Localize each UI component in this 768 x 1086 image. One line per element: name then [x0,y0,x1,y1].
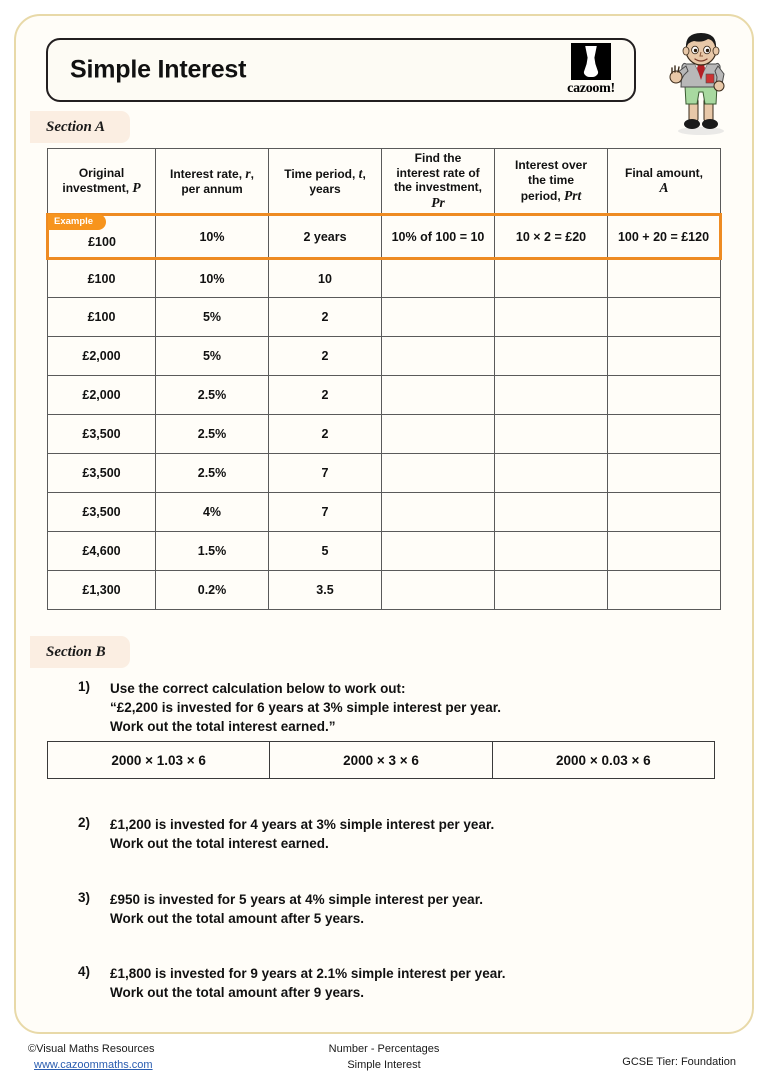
cell-period: 5 [269,532,382,571]
column-header-time-period: Time period, t, years [269,149,382,215]
question-2-text [110,815,728,853]
example-cell-pr: 10% of 100 = 10 [382,215,495,259]
logo-wordmark: cazoom! [567,81,615,96]
cell-rate: 2.5% [156,415,269,454]
cell-pr-answer[interactable] [382,454,495,493]
cell-final-answer[interactable] [608,532,721,571]
table-row [48,454,721,493]
question-4-number: 4) [78,964,91,979]
question-3-line-2: Work out the total amount after 5 years. [110,911,365,927]
question-1-line-2: “£2,200 is invested for 6 years at 3% simple interest per year. [110,700,501,716]
simple-interest-table [46,148,722,610]
footer-topic: Number - Percentages [328,1043,440,1055]
cell-final-answer[interactable] [608,415,721,454]
cell-period: 2 [269,415,382,454]
student-mascot-illustration [664,30,738,136]
question-1-text [110,679,728,736]
cell-pr-answer[interactable] [382,337,495,376]
cell-pr-answer[interactable] [382,415,495,454]
example-cell-investment: Example £100 [48,215,156,259]
cell-pr-answer[interactable] [382,298,495,337]
question-2-line-1: £1,200 is invested for 4 years at 3% simple interest per year. [110,817,495,832]
cell-final-answer[interactable] [608,259,721,298]
cell-prt-answer[interactable] [495,454,608,493]
cell-pr-answer[interactable] [382,493,495,532]
cell-investment: £100 [48,298,156,337]
cell-final-answer[interactable] [608,376,721,415]
question-4-line-2: Work out the total amount after 9 years. [110,985,365,1001]
question-3-text [110,890,728,928]
cazoom-logo [560,43,622,97]
cell-pr-answer[interactable] [382,259,495,298]
cell-period: 7 [269,493,382,532]
question-2 [78,815,728,853]
title-box [46,38,636,102]
cell-investment: £3,500 [48,415,156,454]
column-header-find-interest-rate: Find the interest rate of the investment, Pr [382,149,495,215]
question-4-text [110,964,728,1002]
question-1-line-1: Use the correct calculation below to work out: [110,681,406,696]
cell-final-answer[interactable] [608,493,721,532]
example-cell-period: 2 years [269,215,382,259]
cell-prt-answer[interactable] [495,415,608,454]
cell-period: 3.5 [269,571,382,610]
example-tag: Example [48,214,106,230]
example-row [48,215,721,259]
cell-rate: 5% [156,298,269,337]
question-3 [78,890,728,928]
cell-final-answer[interactable] [608,454,721,493]
cell-period: 2 [269,337,382,376]
cell-prt-answer[interactable] [495,337,608,376]
cell-prt-answer[interactable] [495,571,608,610]
cell-prt-answer[interactable] [495,259,608,298]
section-b-label: Section B [46,643,106,660]
cell-prt-answer[interactable] [495,493,608,532]
cell-investment: £3,500 [48,454,156,493]
cell-period: 2 [269,376,382,415]
table-row [48,376,721,415]
page-footer [0,1042,768,1086]
logo-vase-icon [583,46,600,77]
example-cell-prt: 10 × 2 = £20 [495,215,608,259]
question-3-line-1: £950 is invested for 5 years at 4% simple interest per year. [110,892,483,907]
cell-investment: £4,600 [48,532,156,571]
calculation-choices-table [47,741,715,779]
cell-prt-answer[interactable] [495,298,608,337]
cell-investment: £1,300 [48,571,156,610]
cell-rate: 1.5% [156,532,269,571]
cell-rate: 2.5% [156,454,269,493]
cell-investment: £2,000 [48,376,156,415]
cell-final-answer[interactable] [608,298,721,337]
cell-pr-answer[interactable] [382,571,495,610]
cell-rate: 10% [156,259,269,298]
question-4-line-1: £1,800 is invested for 9 years at 2.1% simple interest per year. [110,966,506,981]
cell-final-answer[interactable] [608,337,721,376]
logo-mark-icon [571,43,611,80]
cell-rate: 0.2% [156,571,269,610]
cell-investment: £2,000 [48,337,156,376]
question-1 [78,679,728,736]
question-3-number: 3) [78,890,91,905]
footer-copyright: ©Visual Maths Resources [28,1043,155,1055]
cell-pr-answer[interactable] [382,532,495,571]
table-row [48,571,721,610]
footer-tier: GCSE Tier: Foundation [622,1056,736,1068]
table-row [48,298,721,337]
question-1-line-3: Work out the total interest earned.” [110,719,336,735]
section-a-label: Section A [46,118,106,135]
cell-rate: 5% [156,337,269,376]
page-title: Simple Interest [70,55,247,84]
table-row [48,532,721,571]
cell-prt-answer[interactable] [495,532,608,571]
cell-prt-answer[interactable] [495,376,608,415]
example-cell-rate: 10% [156,215,269,259]
section-b-badge [30,636,130,668]
example-cell-final: 100 + 20 = £120 [608,215,721,259]
section-a-badge [30,111,130,143]
cell-rate: 4% [156,493,269,532]
question-2-number: 2) [78,815,91,830]
cell-investment: £3,500 [48,493,156,532]
cell-period: 2 [269,298,382,337]
table-row [48,337,721,376]
question-1-number: 1) [78,679,91,694]
column-header-interest-over-period: Interest over the time period, Prt [495,149,608,215]
column-header-original-investment: Original investment, P [48,149,156,215]
table-body [48,215,721,610]
column-header-interest-rate: Interest rate, r, per annum [156,149,269,215]
cell-rate: 2.5% [156,376,269,415]
footer-subtopic: Simple Interest [347,1058,421,1071]
choices-row [48,742,715,779]
cell-investment: £100 [48,259,156,298]
cell-pr-answer[interactable] [382,376,495,415]
question-4 [78,964,728,1002]
table-row [48,493,721,532]
question-2-line-2: Work out the total interest earned. [110,836,329,852]
column-header-final-amount: Final amount, A [608,149,721,215]
cell-final-answer[interactable] [608,571,721,610]
cell-period: 10 [269,259,382,298]
choice-option-1[interactable]: 2000 × 1.03 × 6 [48,742,270,779]
table-row [48,415,721,454]
choice-option-2[interactable]: 2000 × 3 × 6 [270,742,492,779]
footer-website-link[interactable]: www.cazoommaths.com [34,1058,153,1071]
cell-period: 7 [269,454,382,493]
table-row [48,259,721,298]
choice-option-3[interactable]: 2000 × 0.03 × 6 [492,742,714,779]
table-header-row [48,149,721,215]
